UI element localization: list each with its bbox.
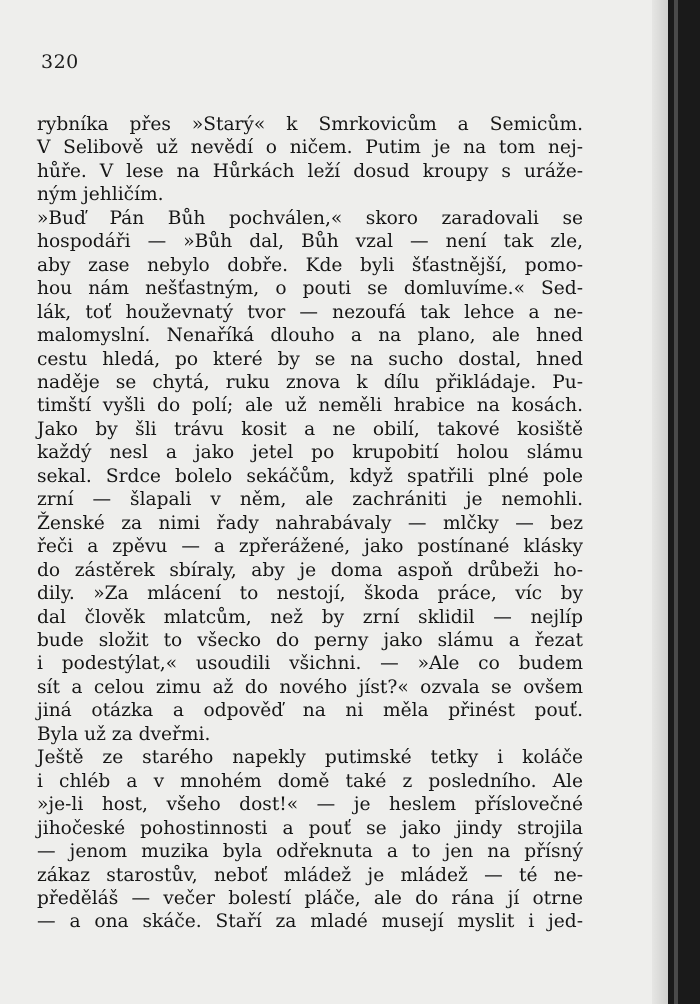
text-line: i chléb a v mnohém domě také z posledního. Ale [37, 770, 583, 792]
text-line: Ještě ze starého napekly putimské tetky i koláče [37, 747, 583, 769]
text-line: »Buď Pán Bůh pochválen,« skoro zaradovali se [37, 207, 583, 229]
page-gutter-shadow [652, 0, 668, 1004]
text-line: předěláš — večer bolestí pláče, ale do rána jí otrne [37, 887, 583, 909]
text-line: cestu hledá, po které by se na sucho dostal, hned [37, 348, 583, 370]
text-line: i podestýlat,« usoudili všichni. — »Ale co budem [37, 653, 583, 675]
text-line: zákaz starostův, neboť mládež je mládež — té ne- [37, 864, 583, 886]
text-line: řeči a zpěvu — a zpřerážené, jako postínané klásky [37, 536, 583, 558]
text-line: hospodáři — »Bůh dal, Bůh vzal — není tak zle, [37, 231, 583, 253]
text-line: naděje se chytá, ruku znova k dílu přikládaje. Pu- [37, 371, 583, 393]
text-line: sít a celou zimu až do nového jíst?« ozvala se ovšem [37, 676, 583, 698]
text-line: bude složit to všecko do perny jako slámu a řezat [37, 629, 583, 651]
text-line: sekal. Srdce bolelo sekáčům, když spatřili plné pole [37, 465, 583, 487]
text-line: lák, toť houževnatý tvor — nezoufá tak lehce a ne- [37, 301, 583, 323]
text-line: ným jehličím. [37, 184, 164, 206]
body-text [37, 113, 583, 934]
page-number: 320 [41, 51, 79, 73]
text-line: dal člověk mlatcům, než by zrní sklidil — nejlíp [37, 606, 583, 628]
text-line: zrní — šlapali v něm, ale zachrániti je nemohli. [37, 489, 583, 511]
text-line: aby zase nebylo dobře. Kde byli šťastnější, pomo- [37, 254, 583, 276]
text-line: Ženské za nimi řady nahrabávaly — mlčky — bez [37, 512, 583, 534]
text-line: — a ona skáče. Staří za mladé musejí myslit i jed- [37, 911, 583, 933]
text-line: »je-li host, všeho dost!« — je heslem příslovečné [37, 794, 583, 816]
text-line: hůře. V lese na Hůrkách leží dosud kroupy s uráže- [37, 160, 583, 182]
text-line: jihočeské pohostinnosti a pouť se jako jindy strojila [37, 817, 583, 839]
text-line: dily. »Za mlácení to nestojí, škoda práce, víc by [37, 583, 583, 605]
text-line: jiná otázka a odpověď na ni měla přinést pouť. [37, 700, 583, 722]
book-edge [668, 0, 700, 1004]
text-line: Byla už za dveřmi. [37, 723, 211, 745]
text-line: každý nesl a jako jetel po krupobití holou slámu [37, 442, 583, 464]
text-line: do zástěrek sbíraly, aby je doma aspoň drůbeži ho- [37, 559, 583, 581]
text-line: rybníka přes »Starý« k Smrkovicům a Semicům. [37, 114, 583, 135]
text-line: Jako by šli trávu kosit a ne obilí, takové kosiště [37, 418, 583, 440]
text-line: hou nám nešťastným, o pouti se domluvíme.« Sed- [37, 278, 583, 300]
text-line: malomyslní. Nenaříká dlouho a na plano, ale hned [37, 325, 583, 347]
text-line: timští vyšli do polí; ale už neměli hrabice na kosách. [37, 395, 583, 417]
text-line: V Selibově už nevědí o ničem. Putim je na tom nej- [37, 137, 583, 159]
text-line: — jenom muzika byla odřeknuta a to jen na přísný [37, 841, 583, 863]
